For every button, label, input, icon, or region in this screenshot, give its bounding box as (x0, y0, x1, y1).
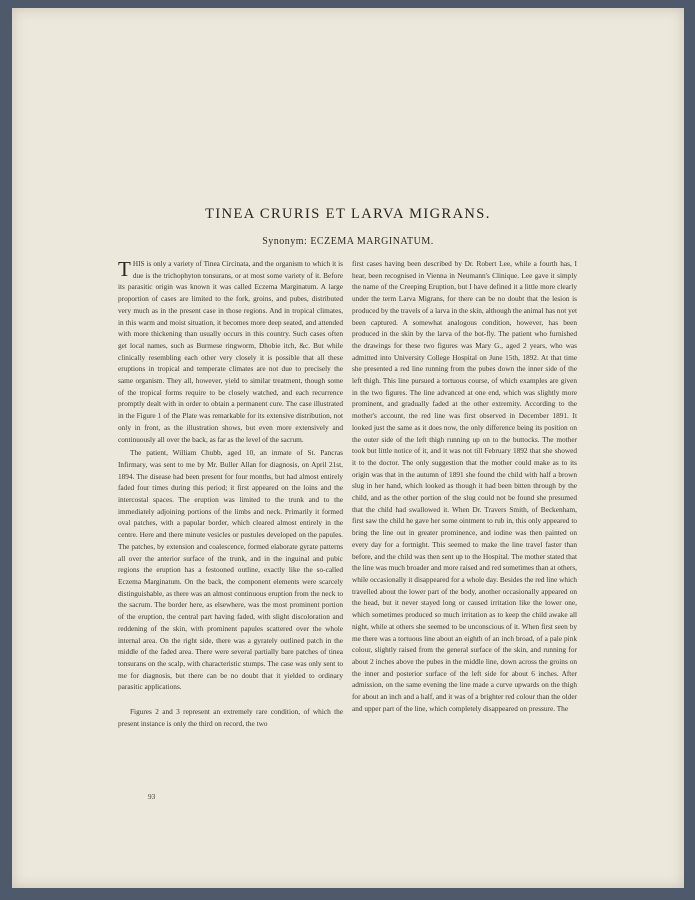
paragraph: The patient, William Chubb, aged 10, an inmate of St. Pancras Infirmary, was sent to me by Mr. Buller Allan for diagnosis, on April 21st, 1894. The disease had been present for four months, but had almost entirely faded four times during this period; it first appeared on the loins and the intercostal spaces. The eruption was limited to the trunk and to the immediately adjoining portions of the limbs and neck. Primarily it formed oval patches, with a papular border, which cleared almost entirely in the centre. Here and there minute vesicles or pustules developed on the papules. The patches, by extension and coalescence, formed elaborate gyrate patterns all over the anterior surface of the trunk, and in the inguinal and pubic regions the eruption has a festooned outline, exactly like the so-called Eczema Marginatum. On the back, the component elements were scarcely distinguishable, as there was an almost continuous eruption from the neck to the sacrum. The border here, as elsewhere, was the most prominent portion of the eruption, the central part having faded, with slight discoloration and reddening of the skin, with prominent papules scattered over the whole internal area. On the right side, there was a gyrately outlined patch in the middle of the faded area. There were several partially bare patches of tinea tonsurans on the scalp, with characteristic stumps. The case was only sent to me for diagnosis, but there can be no doubt that it yielded to ordinary parasitic applications. (118, 448, 343, 692)
book-page (12, 8, 684, 888)
page-subtitle: Synonym: ECZEMA MARGINATUM. (262, 236, 434, 247)
text-column-left (118, 258, 343, 729)
paragraph: Figures 2 and 3 represent an extremely rare condition, of which the present instance is only the third on record, the two (118, 707, 343, 728)
text-column-right (352, 258, 577, 714)
page-title: TINEA CRURIS ET LARVA MIGRANS. (205, 206, 491, 222)
page-number: 93 (148, 792, 156, 801)
paragraph: first cases having been described by Dr. Robert Lee, while a fourth has, I hear, been recognised in Vienna in Neumann's Clinique. Lee gave it simply the name of the Creeping Eruption, but I have defined it a little more clearly under the term Larva Migrans, for there can be no doubt that the lesion is produced by the travels of a larva in the skin, although the animal has not yet been captured. A somewhat analogous condition, however, has been produced in the skin by the larva of the bot-fly. The patient who furnished the drawings for these two figures was Mary G., aged 2 years, who was admitted into University College Hospital on June 15th, 1892. At that time she presented a red line running from the pubes down the inner side of the left thigh. This line pursued a tortuous course, of which examples are given in the two figures. The line advanced at one end, which was slightly more prominent, and gradually faded at the other extremity. According to the mother's account, the red line was first observed in December 1891. It looked just the same as it does now, the only difference being its position on the outer side of the left thigh running up on to the buttocks. The mother took but little notice of it, and it was not till February 1892 that she showed it to the doctor. The only suggestion that the mother could make as to its origin was that in the autumn of 1891 she found the child with half a brown slug in her hand, which looked as though it had been bitten through by the child, and as the other portion of the slug could not be found she presumed that the child had swallowed it. When Dr. Travers Smith, of Beckenham, first saw the child he gave her some ointment to rub in, this only appeared to bring the line out in greater prominence, and iodine was then painted on every day for a fortnight. This seemed to make the line travel faster than before, and the child was then sent up to the Hospital. The mother stated that the line was much broader and more raised and red sometimes than at others, while occasionally it disappeared for a whole day. Besides the red line which travelled about the lower part of the body, another occasionally appeared on the head, but it never stayed long or caused irritation like the lower one, which sometimes produced so much irritation as to keep the child awake all night, while at others she seemed to be unconscious of it. When first seen by me there was a tortuous line about an eighth of an inch broad, of a pale pink colour, slightly raised from the general surface of the skin, and running for about 2 inches above the pubes in the middle line, down across the groins on the inner and posterior surface of the left side for about 6 inches. After admission, on the same evening the line made a curve upwards on the thigh for about an inch and a half, and it was of a brighter red colour than the older and upper part of the line, which completely disappeared on pressure. The (352, 259, 577, 713)
paragraph (118, 258, 343, 445)
paragraph-text: HIS is only a variety of Tinea Circinata, and the organism to which it is due is the trichophyton tonsurans, or at most some variety of it. Before its parasitic origin was known it was called Eczema Marginatum. A large proportion of cases are limited to the fork, groins, and pubes, distributed very much as in the present case in those regions. And in tropical climates, in this warm and moist situation, it becomes more deep seated, and attended with more thickening than usually occurs in this country. Such cases often get local names, such as Burmese ringworm, Dhobie itch, &c. But while clinically resembling each other very closely it is possible that all these eruptions in tropical and temperate climates are not due to precisely the same organism. They all, however, yield to similar treatment, though some of the tropical forms require to be closely watched, and each recurrence promptly dealt with in order to obtain a permanent cure. The case illustrated in the Figure 1 of the Plate was remarkable for its extensive distribution, not only in front, as the illustration shows, but even more extensively and continuously all over the back, as far as the level of the sacrum. (118, 259, 343, 444)
drop-cap: T (118, 257, 131, 281)
